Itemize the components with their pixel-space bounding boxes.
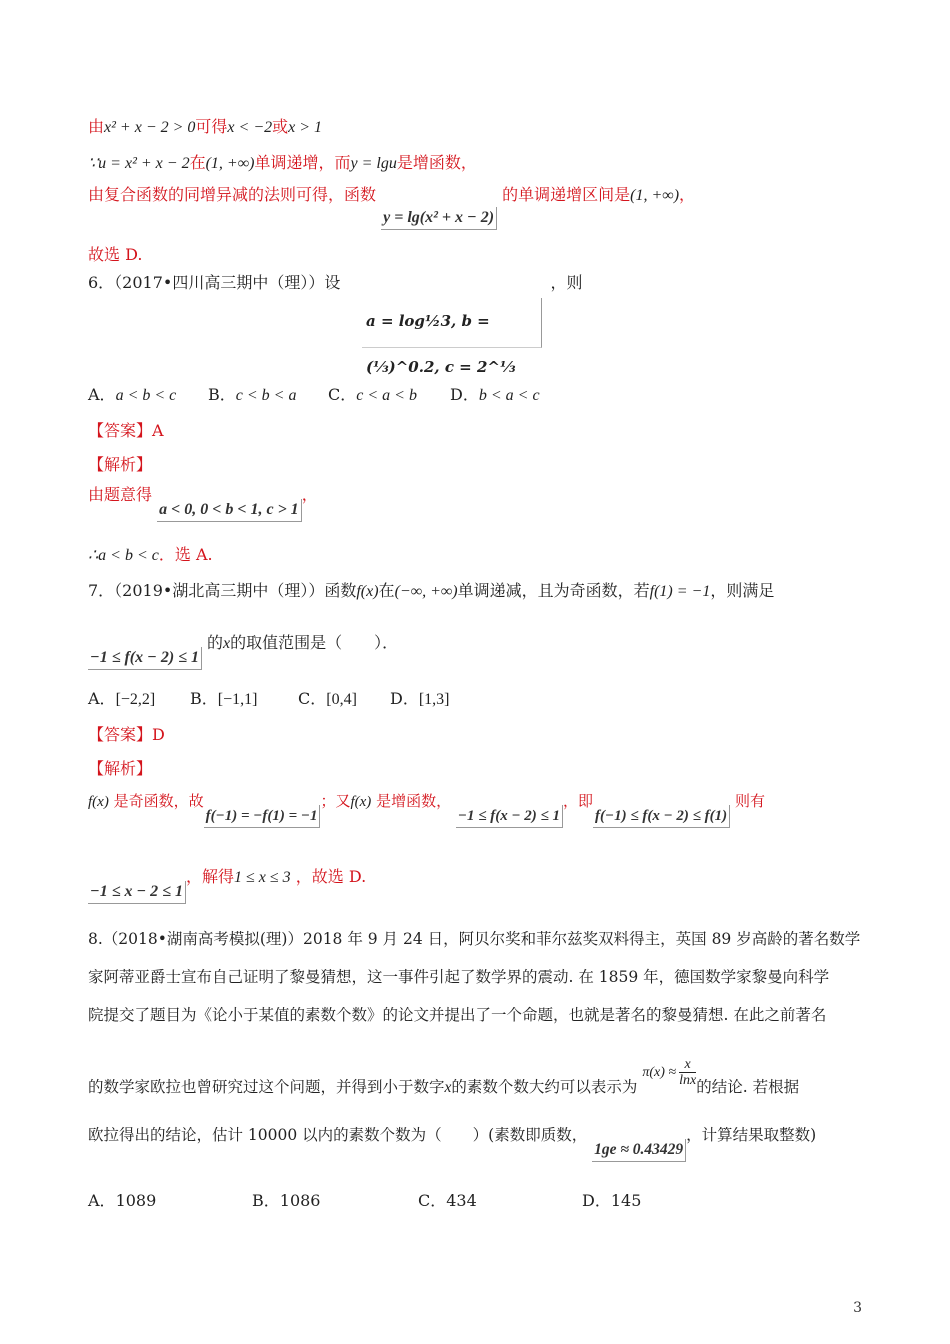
option-c: 434	[446, 1191, 477, 1210]
q7-answer: 【答案】D	[88, 725, 165, 744]
math-function: f(x)	[356, 583, 379, 600]
denominator: lnx	[679, 1073, 697, 1088]
option-a: a < b < c	[115, 387, 177, 404]
option-d: 145	[610, 1191, 642, 1210]
math-function: f(x)	[350, 794, 372, 810]
text: ，解得	[185, 867, 234, 886]
q8-paragraph-line4	[88, 1057, 800, 1104]
math-interval: (−∞, +∞)	[394, 583, 458, 600]
text: 的	[207, 633, 224, 652]
option-a: 1089	[115, 1191, 157, 1210]
math-interval: (1, +∞)	[630, 187, 680, 204]
text: ，	[301, 485, 318, 504]
text: 在	[378, 581, 395, 600]
option-d: [1,3]	[418, 691, 450, 708]
q7-solution-line1	[88, 790, 765, 824]
text: ，则满足	[710, 581, 775, 600]
q6-formula-image	[362, 298, 542, 376]
text: 由复合函数的同增异减的法则可得，函数	[88, 185, 377, 204]
question-stem: 6．（2017•四川高三期中（理））设	[88, 273, 341, 292]
text: ，故选 D.	[295, 867, 367, 886]
text: 是增函数，	[376, 792, 452, 810]
text: 的数学家欧拉也曾研究过这个问题，并得到小于数字	[88, 1078, 445, 1096]
text: ，计算结果取整数)	[686, 1126, 817, 1144]
formula-euler	[642, 1058, 696, 1088]
numerator: x	[684, 1057, 691, 1072]
formula-image: −1 ≤ f(x − 2) ≤ 1	[88, 647, 202, 670]
q6-solution-line1	[88, 484, 318, 518]
option-d-label: D．	[582, 1191, 611, 1210]
math-interval: (1, +∞)	[205, 155, 255, 172]
option-c: c < a < b	[356, 387, 417, 404]
math-function: f(x)	[88, 794, 109, 810]
sol5-line3	[88, 184, 696, 226]
text: 的取值范围是（ ）．	[230, 633, 399, 652]
option-a-label: A．	[88, 385, 116, 404]
option-b: [−1,1]	[217, 691, 258, 708]
math-expression: ∵u = x² + x − 2	[88, 155, 190, 172]
q8-paragraph-line1: 8.（2018•湖南高考模拟(理)）2018 年 9 月 24 日，阿贝尔奖和菲尔兹奖双料得主，英国 89 岁高龄的著名数学	[88, 930, 861, 948]
option-b-label: B．	[208, 385, 236, 404]
text: 的单调递增区间是	[502, 185, 631, 204]
text: 是增函数，	[396, 153, 477, 172]
formula-image: f(−1) ≤ f(x − 2) ≤ f(1)	[593, 805, 730, 828]
text: 的素数个数大约可以表示为	[451, 1078, 638, 1096]
sol5-line4: 故选 D.	[88, 245, 143, 264]
math-inequality: 1 ≤ x ≤ 3	[233, 869, 291, 886]
formula-image: f(−1) = −f(1) = −1	[204, 805, 321, 828]
option-b: 1086	[279, 1191, 321, 1210]
q6-answer: 【答案】A	[88, 421, 164, 440]
sol5-line1	[88, 116, 322, 139]
q7-solution-line2	[88, 866, 367, 900]
page-number: 3	[853, 1300, 862, 1316]
text: 单调递增，而	[254, 153, 351, 172]
math-variable: x	[223, 635, 231, 652]
text: ．选 A.	[158, 545, 213, 564]
formula-image: −1 ≤ f(x − 2) ≤ 1	[456, 805, 563, 828]
question-stem: 7．（2019•湖北高三期中（理））函数	[88, 581, 357, 600]
fraction	[679, 1058, 696, 1088]
math-inequality: ∴a < b < c	[88, 547, 159, 564]
formula-image: 1ge ≈ 0.43429	[592, 1139, 686, 1162]
text: 或	[272, 117, 289, 136]
text: ，即	[563, 792, 594, 810]
text: ，	[679, 185, 696, 204]
text: 由	[88, 117, 105, 136]
option-a-label: A．	[88, 689, 116, 708]
text: ，则	[550, 273, 583, 292]
q6-stem	[88, 272, 583, 294]
math-inequality: x² + x − 2 > 0	[104, 119, 196, 136]
formula-left: π(x) ≈	[642, 1065, 677, 1080]
option-b-label: B．	[252, 1191, 280, 1210]
option-d: b < a < c	[478, 387, 540, 404]
text: 由题意得	[88, 485, 153, 504]
q6-solution-line2	[88, 544, 213, 567]
option-c-label: C．	[298, 689, 327, 708]
text: ；又	[320, 792, 351, 810]
option-c: [0,4]	[326, 691, 357, 708]
q6-options	[88, 384, 540, 407]
option-d-label: D．	[390, 689, 419, 708]
text: 是奇函数，故	[113, 792, 204, 810]
math-expression: f(1) = −1	[649, 583, 711, 600]
option-b: c < b < a	[235, 387, 297, 404]
text: 可得	[195, 117, 228, 136]
formula-image: −1 ≤ x − 2 ≤ 1	[88, 881, 186, 904]
text: 单调递减，且为奇函数，若	[457, 581, 650, 600]
option-b-label: B．	[190, 689, 218, 708]
q7-stem	[88, 580, 774, 603]
q8-paragraph-line5	[88, 1124, 817, 1158]
q7-condition	[88, 632, 399, 666]
q6-analysis-label: 【解析】	[88, 455, 153, 474]
formula-image: a < 0, 0 < b < 1, c > 1	[157, 499, 302, 522]
math-inequality: x > 1	[288, 119, 323, 136]
formula-image: y = lg(x² + x − 2)	[381, 207, 497, 230]
q7-options	[88, 688, 450, 711]
option-a: [−2,2]	[115, 691, 156, 708]
sol5-line2	[88, 152, 477, 175]
text: 则有	[734, 792, 765, 810]
text: 的结论. 若根据	[696, 1078, 800, 1096]
option-a-label: A．	[88, 1191, 116, 1210]
math-variable: x	[444, 1079, 452, 1096]
q8-paragraph-line3: 院提交了题目为《论小于某值的素数个数》的论文并提出了一个命题，也就是著名的黎曼猜想. 在此之前著名	[88, 1006, 827, 1024]
option-d-label: D．	[450, 385, 479, 404]
text: 欧拉得出的结论，估计 10000 以内的素数个数为（ ）(素数即质数，	[88, 1126, 588, 1144]
q7-analysis-label: 【解析】	[88, 759, 153, 778]
option-c-label: C．	[328, 385, 357, 404]
math-expression: y = lgu	[350, 155, 397, 172]
q8-options	[88, 1190, 641, 1212]
q8-paragraph-line2: 家阿蒂亚爵士宣布自己证明了黎曼猜想，这一事件引起了数学界的震动. 在 1859 年，德国数学家黎曼向科学	[88, 968, 830, 986]
text: 在	[189, 153, 206, 172]
option-c-label: C．	[418, 1191, 447, 1210]
formula-text: a = log½3, b = (⅓)^0.2, c = 2^⅓	[366, 312, 516, 376]
math-inequality: x < −2	[227, 119, 273, 136]
